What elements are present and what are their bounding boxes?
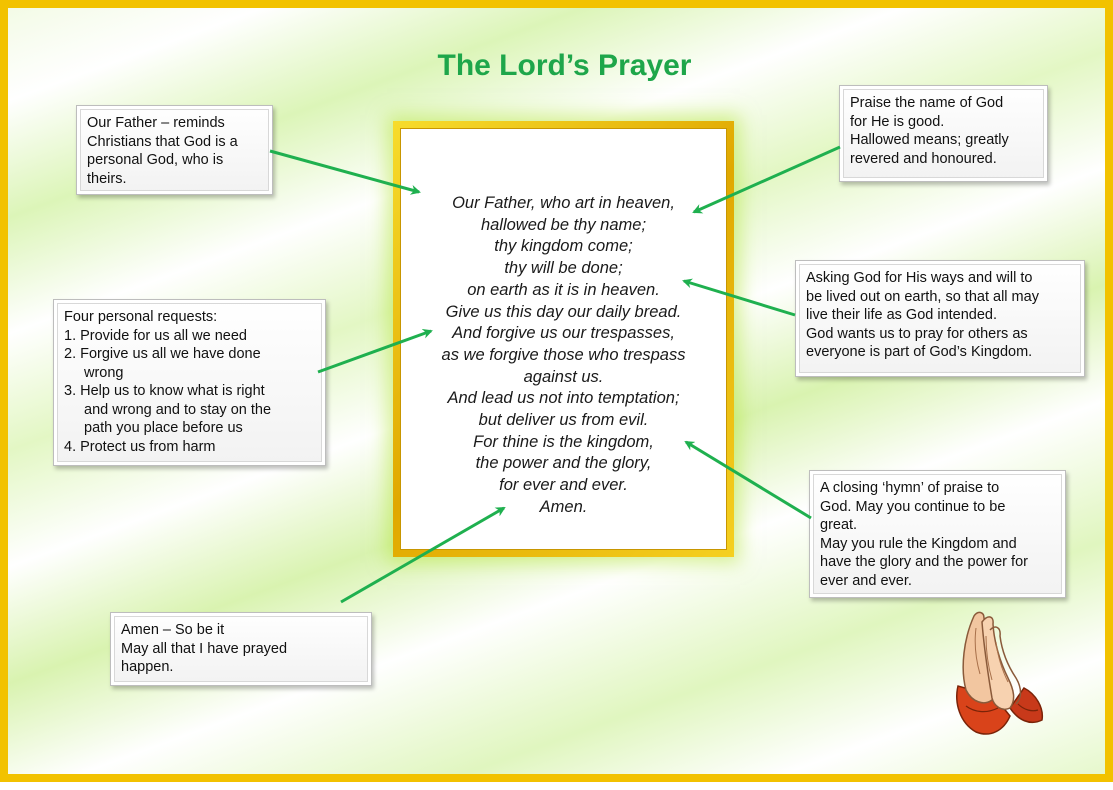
prayer-text [400,128,727,550]
prayer-line: And lead us not into temptation; [447,389,680,408]
prayer-line: against us. [523,367,604,386]
note-personal-requests [53,299,326,466]
note-line: God. May you continue to be [820,498,1006,515]
prayer-line: as we forgive those who trespass [441,345,686,364]
note-amen [110,612,372,686]
prayer-line: the power and the glory, [475,454,652,473]
request-item: 1. Provide for us all we need [64,327,247,344]
note-line: ever and ever. [820,572,912,589]
note-line: Christians that God is a [87,133,238,150]
note-line: be lived out on earth, so that all may [806,288,1039,305]
request-item-cont: and wrong and to stay on the [84,401,272,418]
note-line: great. [820,517,858,533]
note-line: Asking God for His ways and will to [806,270,1033,286]
page-title: The Lord’s Prayer [437,49,692,82]
note-line: Hallowed means; greatly [850,132,1009,148]
note-line: happen. [121,659,174,675]
note-line: A closing ‘hymn’ of praise to [820,480,1000,496]
note-line: theirs. [87,170,127,187]
note-gods-will [795,260,1085,377]
prayer-line: Amen. [539,497,588,516]
praying-hands-icon [946,608,1046,738]
prayer-line: Our Father, who art in heaven, [452,194,675,212]
requests-heading: Four personal requests: [64,309,218,325]
note-line: revered and honoured. [850,150,997,167]
note-line: Our Father – reminds [87,115,225,131]
note-line: everyone is part of God’s Kingdom. [806,344,1033,360]
prayer-line: thy kingdom come; [494,237,633,256]
note-closing-hymn [809,470,1066,598]
prayer-frame [393,121,734,557]
prayer-line: thy will be done; [504,259,623,278]
note-line: for He is good. [850,113,945,130]
request-item: 2. Forgive us all we have done [64,346,261,362]
note-line: God wants us to pray for others as [806,325,1028,342]
prayer-line: but deliver us from evil. [478,411,649,430]
prayer-line: For thine is the kingdom, [473,432,654,451]
request-item-cont: wrong [84,364,124,381]
prayer-line: for ever and ever. [499,476,628,495]
note-line: have the glory and the power for [820,554,1028,570]
request-item: 3. Help us to know what is right [64,383,265,399]
note-praise [839,85,1048,182]
prayer-line: And forgive us our trespasses, [452,324,675,343]
note-line: live their life as God intended. [806,307,998,323]
prayer-line: hallowed be thy name; [480,215,647,234]
note-line: Amen – So be it [121,622,225,638]
note-our-father [76,105,273,195]
note-line: personal God, who is [87,152,224,168]
prayer-line: Give us this day our daily bread. [445,302,682,321]
prayer-line: on earth as it is in heaven. [467,280,660,299]
request-item-cont: path you place before us [84,420,243,436]
note-line: May all that I have prayed [121,640,288,657]
request-item: 4. Protect us from harm [64,438,216,455]
note-line: May you rule the Kingdom and [820,535,1017,552]
note-line: Praise the name of God [850,95,1004,111]
